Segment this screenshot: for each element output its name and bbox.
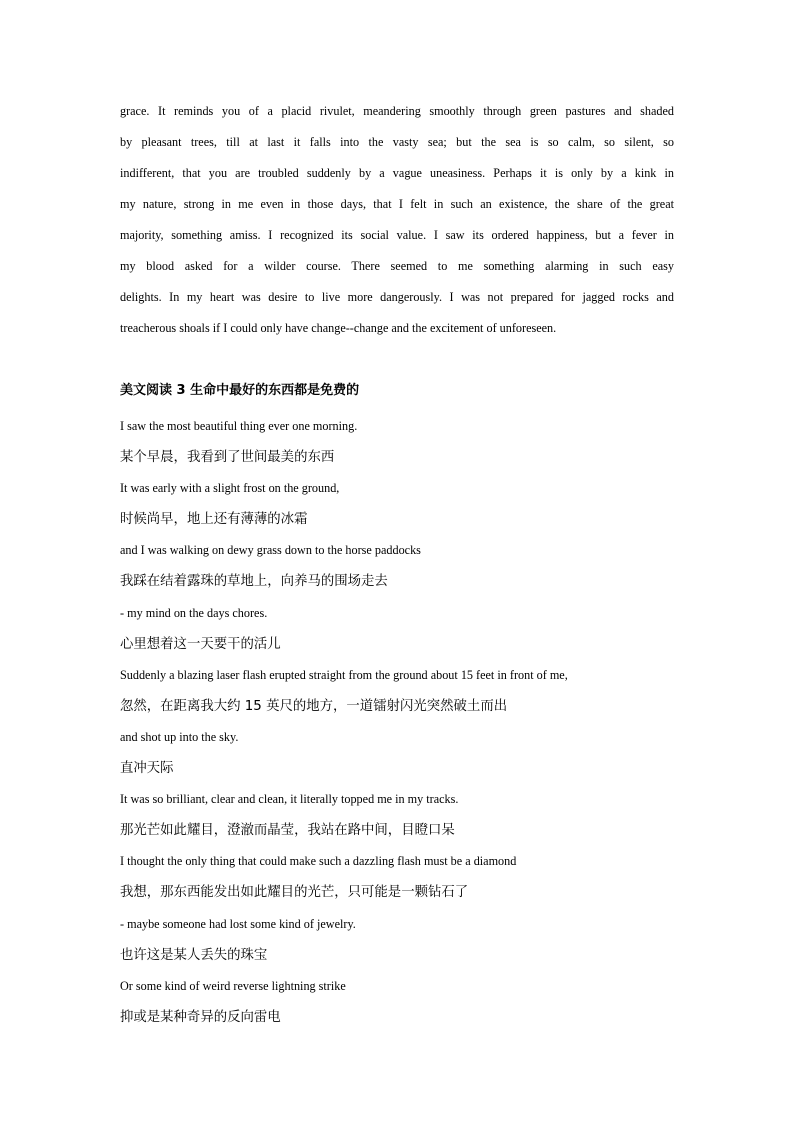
english-line: - my mind on the days chores. xyxy=(120,605,268,620)
chinese-line: 也许这是某人丢失的珠宝 xyxy=(120,947,268,963)
english-line: and shot up into the sky. xyxy=(120,729,239,744)
chinese-line: 某个早晨，我看到了世间最美的东西 xyxy=(120,450,335,466)
english-line: - maybe someone had lost some kind of jewelry. xyxy=(120,916,356,931)
chinese-line: 我想，那东西能发出如此耀目的光芒，只可能是一颗钻石了 xyxy=(120,885,469,901)
paragraph-line: delights. In my heart was desire to live more dangerously. I was not prepared for jagged rocks and xyxy=(120,290,674,304)
english-line: It was so brilliant, clear and clean, it literally topped me in my tracks. xyxy=(120,792,459,807)
chinese-line: 直冲天际 xyxy=(120,761,174,777)
paragraph-line: indifferent, that you are troubled suddenly by a vague uneasiness. Perhaps it is only by a kink in xyxy=(120,166,674,180)
chinese-line: 抑或是某种奇异的反向雷电 xyxy=(120,1009,281,1025)
section-title: 美文阅读 3 生命中最好的东西都是免费的 xyxy=(120,383,360,398)
chinese-line: 我踩在结着露珠的草地上，向养马的围场走去 xyxy=(120,574,388,590)
bilingual-lines xyxy=(120,411,674,1033)
english-line: It was early with a slight frost on the ground, xyxy=(120,481,340,496)
english-line: I thought the only thing that could make such a dazzling flash must be a diamond xyxy=(120,854,517,869)
paragraph-line: my blood asked for a wilder course. There seemed to me something alarming in such easy xyxy=(120,259,674,273)
english-line: Or some kind of weird reverse lightning strike xyxy=(120,978,346,993)
document-page xyxy=(120,96,674,1025)
paragraph-line: my nature, strong in me even in those days, that I felt in such an existence, the share of the great xyxy=(120,197,674,211)
chinese-line: 心里想着这一天要干的活儿 xyxy=(120,636,281,652)
english-line: and I was walking on dewy grass down to the horse paddocks xyxy=(120,543,421,558)
chinese-line: 时候尚早，地上还有薄薄的冰霜 xyxy=(120,512,308,528)
paragraph-line: majority, something amiss. I recognized its social value. I saw its ordered happiness, but a fever in xyxy=(120,228,674,242)
english-line: Suddenly a blazing laser flash erupted straight from the ground about 15 feet in front of me, xyxy=(120,667,568,682)
intro-paragraph xyxy=(120,96,674,344)
chinese-line: 那光芒如此耀目，澄澈而晶莹，我站在路中间，目瞪口呆 xyxy=(120,823,455,839)
paragraph-line: by pleasant trees, till at last it falls into the vasty sea; but the sea is so calm, so silent, so xyxy=(120,135,674,149)
paragraph-line: treacherous shoals if I could only have change--change and the excitement of unforeseen. xyxy=(120,321,557,335)
chinese-line: 忽然，在距离我大约 15 英尺的地方，一道镭射闪光突然破土而出 xyxy=(120,698,508,714)
english-line: I saw the most beautiful thing ever one morning. xyxy=(120,419,358,433)
paragraph-line: grace. It reminds you of a placid rivulet, meandering smoothly through green pastures and shaded xyxy=(120,104,674,118)
